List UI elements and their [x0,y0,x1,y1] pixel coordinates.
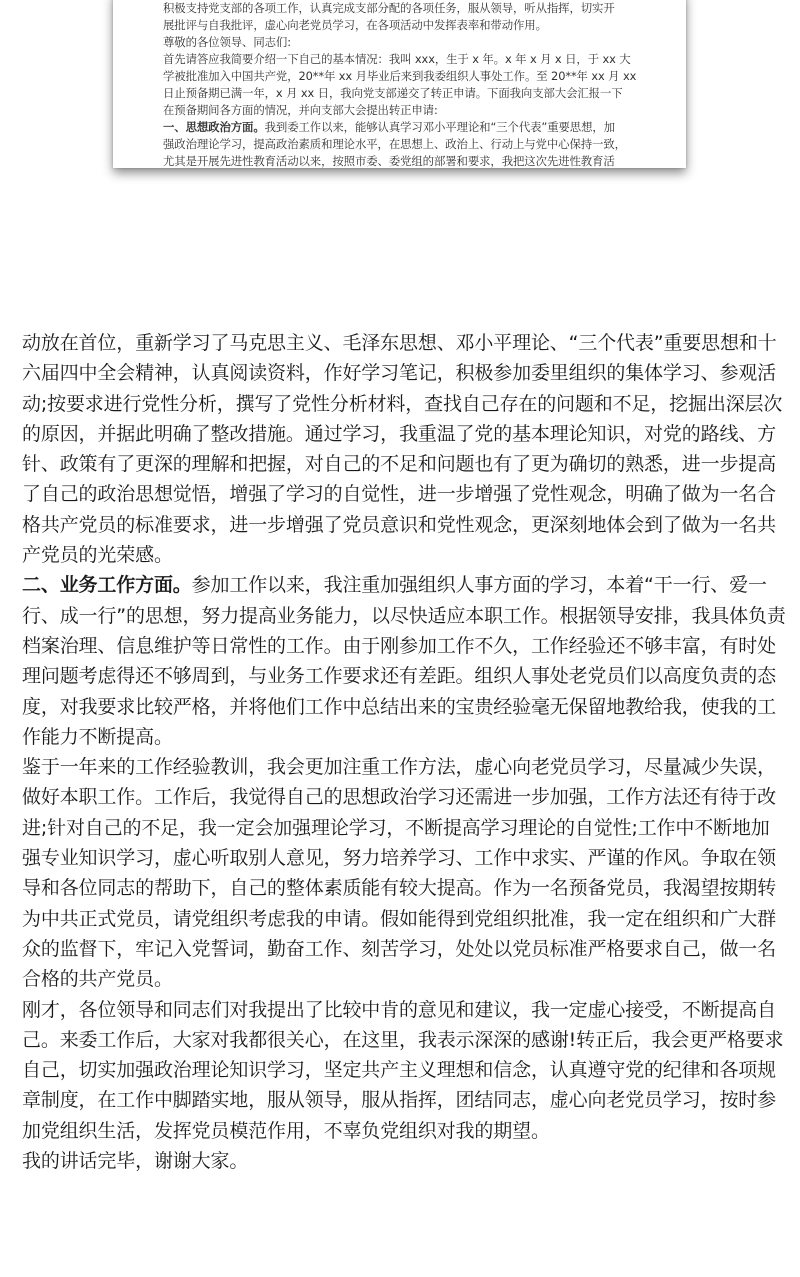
preview-line: 积极支持党支部的各项工作，认真完成支部分配的各项任务，服从领导，听从指挥，切实开 [163,1,615,15]
body-line: 鉴于一年来的工作经验教训，我会更加注重工作方法，虚心向老党员学习，尽量减少失误， [22,756,777,779]
section-heading: 二、业务工作方面。 [22,574,192,597]
body-line: 加党组织生活，发挥党员模范作用，不辜负党组织对我的期望。 [22,1119,550,1142]
body-line: 产党员的光荣感。 [22,544,173,567]
preview-text: 我到委工作以来，能够认真学习邓小平理论和“三个代表”重要思想，加 [264,120,615,134]
body-line: 进;针对自己的不足，我一定会加强理论学习，不断提高学习理论的自觉性;工作中不断地加 [22,816,770,839]
body-line: 了自己的政治思想觉悟，增强了学习的自觉性，进一步增强了党性观念，明确了做为一名合 [22,483,777,506]
body-line: 刚才，各位领导和同志们对我提出了比较中肯的意见和建议，我一定虚心接受，不断提高自 [22,998,777,1021]
preview-line: 学被批准加入中国共产党，20**年 xx 月毕业后来到我委组织人事处工作。至 20**年 xx 月 xx [163,69,637,83]
section-heading: 一、思想政治方面。 [163,120,265,134]
body-line: 合格的共产党员。 [22,968,173,991]
preview-line: 首先请答应我简要介绍一下自己的基本情况：我叫 xxx，生于 x 年。x 年 x 月 x 日，于 xx 大 [163,52,631,66]
preview-line: 尊敬的各位领导、同志们: [163,35,291,49]
body-line: 章制度，在工作中脚踏实地，服从领导，服从指挥，团结同志，虚心向老党员学习，按时参 [22,1089,777,1112]
body-line: 众的监督下，牢记入党誓词，勤奋工作、刻苦学习，处处以党员标准严格要求自己，做一名 [22,937,777,960]
body-line: 动放在首位，重新学习了马克思主义、毛泽东思想、邓小平理论、“三个代表”重要思想和十 [22,332,777,354]
body-line: 针、政策有了更深的理解和把握，对自己的不足和问题也有了更为确切的熟悉，进一步提高 [22,453,777,476]
body-line: 动;按要求进行党性分析，撰写了党性分析材料，查找自己存在的问题和不足，挖掘出深层次 [22,392,783,415]
preview-line: 尤其是开展先进性教育活动以来，按照市委、委党组的部署和要求，我把这次先进性教育活 [163,154,615,168]
body-line: 我的讲话完毕，谢谢大家。 [22,1150,249,1173]
preview-line: 展批评与自我批评，虚心向老党员学习，在各项活动中发挥表率和带动作用。 [163,18,547,32]
body-line: 己。来委工作后，大家对我都很关心，在这里，我表示深深的感谢!转正后，我会更严格要求 [22,1028,784,1051]
body-line: 档案治理、信息维护等日常性的工作。由于刚参加工作不久，工作经验还不够丰富，有时处 [22,634,777,657]
body-line: 强专业知识学习，虚心听取别人意见，努力培养学习、工作中求实、严谨的作风。争取在领 [22,847,777,870]
body-line: 的原因，并据此明确了整改措施。通过学习，我重温了党的基本理论知识，对党的路线、方 [22,422,777,445]
preview-line [163,119,615,135]
document-preview-page [113,0,686,168]
body-line: 导和各位同志的帮助下，自己的整体素质能有较大提高。作为一名预备党员，我渴望按期转 [22,877,777,900]
body-line: 自己，切实加强政治理论知识学习，坚定共产主义理想和信念，认真遵守党的纪律和各项规 [22,1059,777,1082]
preview-line: 强政治理论学习，提高政治素质和理论水平，在思想上、政治上、行动上与党中心保持一致， [163,137,626,151]
body-line: 六届四中全会精神，认真阅读资料，作好学习笔记，积极参加委里组织的集体学习、参观活 [22,362,777,385]
body-line: 度，对我要求比较严格，并将他们工作中总结出来的宝贵经验毫无保留地教给我，使我的工 [22,695,777,718]
document-body [22,328,786,1176]
preview-line: 日止预备期已满一年，x 月 xx 日，我向党支部递交了转正申请。下面我向支部大会汇报一下 [163,86,623,100]
body-line: 理问题考虑得还不够周到，与业务工作要求还有差距。组织人事处老党员们以高度负责的态 [22,665,777,688]
body-line [22,570,782,600]
body-line: 作能力不断提高。 [22,725,173,748]
preview-line: 在预备期间各方面的情况，并向支部大会提出转正申请: [163,103,438,117]
body-line: 格共产党员的标准要求，进一步增强了党员意识和党性观念，更深刻地体会到了做为一名共 [22,513,777,536]
body-text: 参加工作以来，我注重加强组织人事方面的学习，本着“干一行、爱一 [191,574,767,597]
body-line: 为中共正式党员，请党组织考虑我的申请。假如能得到党组织批准，我一定在组织和广大群 [22,907,777,930]
body-line: 行、成一行”的思想，努力提高业务能力，以尽快适应本职工作。根据领导安排，我具体负责 [22,604,786,627]
body-line: 做好本职工作。工作后，我觉得自己的思想政治学习还需进一步加强，工作方法还有待于改 [22,786,777,809]
